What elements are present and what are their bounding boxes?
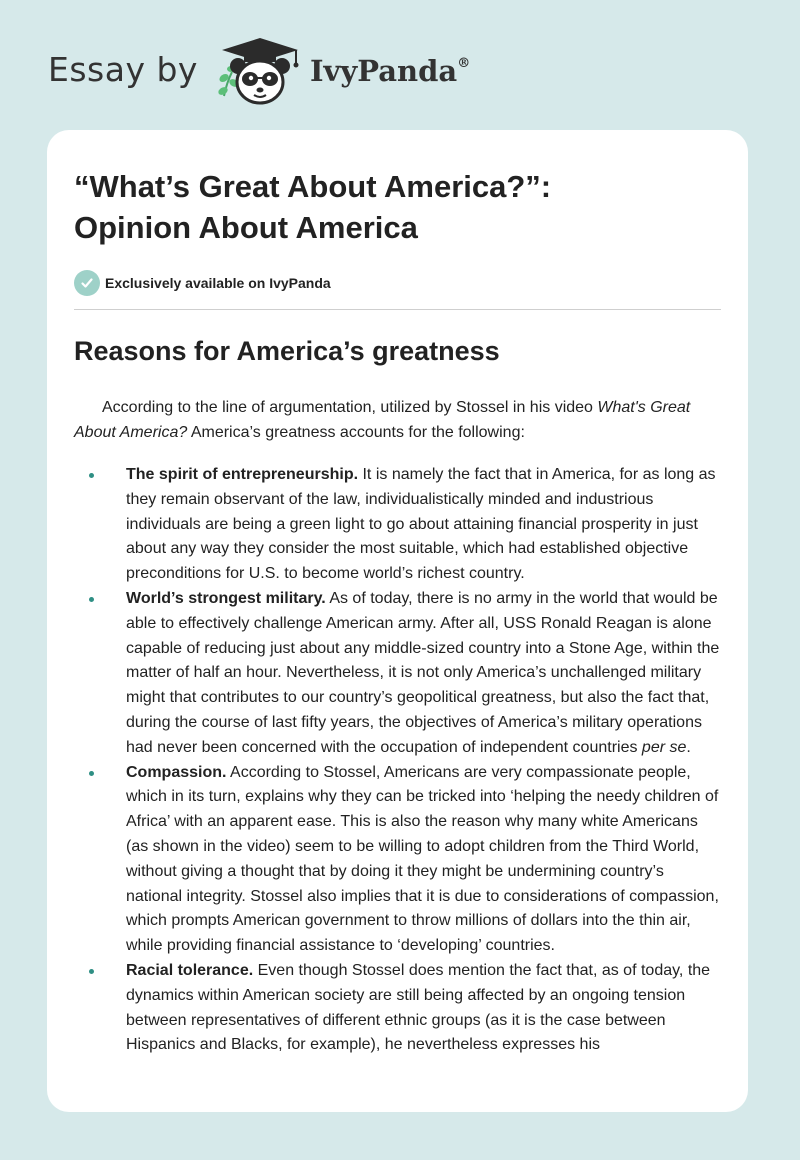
article-card <box>47 130 748 1112</box>
divider <box>74 309 721 310</box>
item-text: Even though Stossel does mention the fact that, as of today, the dynamics within American society are still being affected by an ongoing tension between representatives of different ethnic groups (as it is the case between Hispanics and Blacks, for example), he nevertheless expresses his <box>126 961 711 1054</box>
list-item <box>74 761 721 959</box>
item-emphasis: per se <box>641 738 687 756</box>
title-line-1: “What’s Great About America?”: <box>74 169 552 204</box>
brand-name-text: IvyPanda <box>309 54 458 88</box>
item-text: As of today, there is no army in the world that would be able to effectively challenge American army. After all, USS Ronald Reagan is alone capable of reducing just about any middle-sized country into a Stone Age, within the matter of half an hour. Nevertheless, it is not only America’s unchallenged military might that contributes to our country’s geopolitical greatness, but also the fact that, during the course of last fifty years, the objectives of America’s military operations had never been concerned with the occupation of independent countries <box>126 589 720 756</box>
intro-before: According to the line of argumentation, utilized by Stossel in his video <box>102 399 598 416</box>
item-lead: Compassion. <box>126 763 227 781</box>
section-heading: Reasons for America’s greatness <box>74 336 500 366</box>
intro-after: America’s greatness accounts for the following: <box>187 424 525 441</box>
item-lead: The spirit of entrepreneurship. <box>126 466 359 483</box>
exclusive-badge <box>74 270 721 296</box>
list-item <box>74 463 721 587</box>
list-item <box>74 959 721 1058</box>
list-item <box>74 587 721 761</box>
brand-header[interactable] <box>48 36 470 108</box>
item-lead: World’s strongest military. <box>126 589 326 607</box>
brand-prefix: Essay by <box>48 49 198 89</box>
video-title: What's Great About America? <box>74 399 691 441</box>
trademark-symbol: ® <box>457 56 471 71</box>
reasons-list <box>74 463 721 1058</box>
brand-name <box>310 54 470 88</box>
intro-paragraph <box>74 395 721 445</box>
item-text: According to Stossel, Americans are very compassionate people, which in its turn, explains why they can be tricked into ‘helping the needy children of Africa’ with an apparent ease. This is also the reason why many white Americans (as shown in the video) seem to be willing to adopt children from the Third World, without giving a thought that by doing it they might be undermining country’s national integrity. Stossel also implies that it is due to considerations of compassion, which prompts American government to throw millions of dollars into the thin air, while providing financial assistance to ‘developing’ countries. <box>126 763 719 955</box>
checkmark-icon <box>74 270 100 296</box>
page-title <box>74 166 721 248</box>
badge-text: Exclusively available on IvyPanda <box>105 275 331 291</box>
title-line-2: Opinion About America <box>74 210 418 245</box>
panda-graduate-logo-icon <box>214 36 306 108</box>
item-tail: . <box>686 738 691 756</box>
item-text: It is namely the fact that in America, for as long as they remain observant of the law, individualistically minded and industrious individuals are being a green light to go about attaining financial prosperity in just about any way they consider the most suitable, which had established objective preconditions for U.S. to become world’s richest country. <box>126 466 716 583</box>
item-lead: Racial tolerance. <box>126 961 254 979</box>
